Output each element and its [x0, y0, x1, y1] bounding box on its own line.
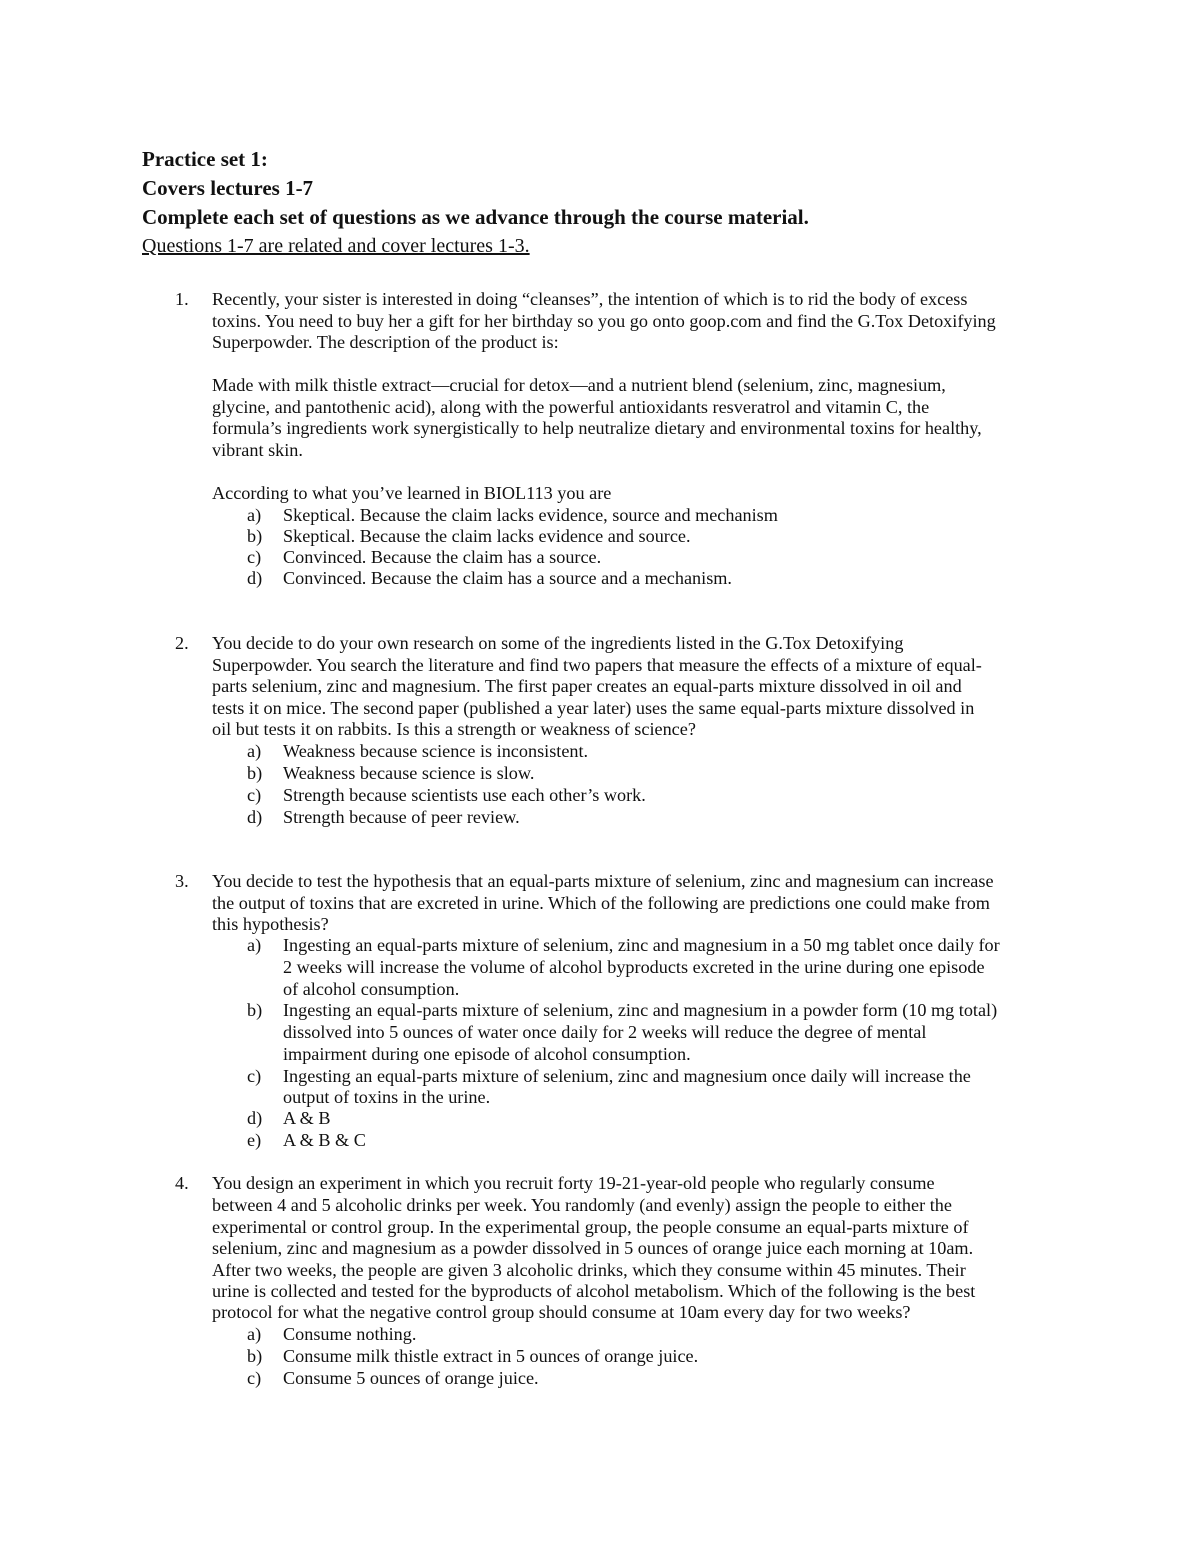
option-text: Ingesting an equal-parts mixture of selenium, zinc and magnesium once daily will increase the — [283, 1066, 971, 1086]
option-text: dissolved into 5 ounces of water once daily for 2 weeks will reduce the degree of mental — [283, 1022, 927, 1042]
option-letter: a) — [247, 741, 262, 761]
option-text: impairment during one episode of alcohol consumption. — [283, 1044, 691, 1064]
option-text: of alcohol consumption. — [283, 979, 460, 999]
option-letter: b) — [247, 763, 263, 783]
option-letter: c) — [247, 1066, 262, 1086]
option-text: Ingesting an equal-parts mixture of selenium, zinc and magnesium in a 50 mg tablet once daily for — [283, 935, 1000, 955]
question-text-line: You decide to test the hypothesis that an equal-parts mixture of selenium, zinc and magnesium can increase — [212, 871, 994, 891]
question-text-line: parts selenium, zinc and magnesium. The first paper creates an equal-parts mixture dissolved in oil and — [212, 676, 962, 696]
question-text-line: You design an experiment in which you recruit forty 19-21-year-old people who regularly consume — [212, 1173, 935, 1193]
option-letter: d) — [247, 568, 263, 588]
option-letter: a) — [247, 505, 262, 525]
option-text: Ingesting an equal-parts mixture of selenium, zinc and magnesium in a powder form (10 mg total) — [283, 1000, 998, 1020]
question-text-line: Superpowder. The description of the product is: — [212, 332, 559, 352]
option-letter: b) — [247, 1346, 263, 1366]
question-text-line: oil but tests it on rabbits. Is this a strength or weakness of science? — [212, 719, 696, 739]
product-description-line: Made with milk thistle extract—crucial for detox—and a nutrient blend (selenium, zinc, magnesium, — [212, 375, 946, 395]
covers-heading: Covers lectures 1-7 — [142, 176, 314, 200]
question-text-line: toxins. You need to buy her a gift for her birthday so you go onto goop.com and find the G.Tox Detoxifying — [212, 311, 996, 331]
question-text-line: Recently, your sister is interested in doing “cleanses”, the intention of which is to rid the body of excess — [212, 289, 968, 309]
question-text-line: the output of toxins that are excreted in urine. Which of the following are predictions one could make from — [212, 893, 990, 913]
option-letter: d) — [247, 1108, 263, 1128]
instruction-heading: Complete each set of questions as we advance through the course material. — [142, 205, 809, 229]
question-text-line: between 4 and 5 alcoholic drinks per week. You randomly (and evenly) assign the people to either the — [212, 1195, 952, 1215]
product-description-line: glycine, and pantothenic acid), along with the powerful antioxidants resveratrol and vitamin C, the — [212, 397, 930, 417]
question-text-line: protocol for what the negative control group should consume at 10am every day for two weeks? — [212, 1302, 911, 1322]
question-number: 1. — [175, 289, 189, 309]
option-letter: a) — [247, 1324, 262, 1344]
question-number: 4. — [175, 1173, 189, 1193]
question-text-line: selenium, zinc and magnesium as a powder dissolved in 5 ounces of orange juice each morning at 10am. — [212, 1238, 974, 1258]
option-text: Consume 5 ounces of orange juice. — [283, 1368, 539, 1388]
option-text: 2 weeks will increase the volume of alcohol byproducts excreted in the urine during one episode — [283, 957, 985, 977]
question-text-line: Superpowder. You search the literature and find two papers that measure the effects of a mixture of equal- — [212, 655, 982, 675]
question-text-line: urine is collected and tested for the byproducts of alcohol metabolism. Which of the following is the best — [212, 1281, 976, 1301]
option-text: Strength because scientists use each other’s work. — [283, 785, 646, 805]
option-text: Convinced. Because the claim has a source. — [283, 547, 602, 567]
option-text: Weakness because science is slow. — [283, 763, 535, 783]
option-text: Weakness because science is inconsistent. — [283, 741, 589, 761]
option-letter: b) — [247, 526, 263, 546]
question-text-line: experimental or control group. In the experimental group, the people consume an equal-parts mixture of — [212, 1217, 969, 1237]
page-title: Practice set 1: — [142, 147, 268, 171]
question-number: 2. — [175, 633, 189, 653]
option-text: Strength because of peer review. — [283, 807, 520, 827]
question-text-line: You decide to do your own research on some of the ingredients listed in the G.Tox Detoxifying — [212, 633, 904, 653]
option-text: output of toxins in the urine. — [283, 1087, 491, 1107]
option-text: Consume nothing. — [283, 1324, 417, 1344]
option-text: Skeptical. Because the claim lacks evidence, source and mechanism — [283, 505, 778, 525]
option-text: Convinced. Because the claim has a source and a mechanism. — [283, 568, 732, 588]
question-text-line: tests it on mice. The second paper (published a year later) uses the same equal-parts mixture dissolved in — [212, 698, 975, 718]
option-text: A & B & C — [283, 1130, 366, 1150]
option-text: Consume milk thistle extract in 5 ounces of orange juice. — [283, 1346, 699, 1366]
option-text: A & B — [283, 1108, 331, 1128]
option-letter: b) — [247, 1000, 263, 1020]
option-letter: d) — [247, 807, 263, 827]
question-prompt: According to what you’ve learned in BIOL113 you are — [212, 483, 612, 503]
question-number: 3. — [175, 871, 189, 891]
questions-note: Questions 1-7 are related and cover lectures 1-3. — [142, 235, 530, 257]
question-text-line: After two weeks, the people are given 3 alcoholic drinks, which they consume within 45 minutes. Their — [212, 1260, 966, 1280]
option-letter: a) — [247, 935, 262, 955]
option-letter: c) — [247, 785, 262, 805]
option-letter: c) — [247, 1368, 262, 1388]
option-letter: c) — [247, 547, 262, 567]
option-letter: e) — [247, 1130, 262, 1150]
product-description-line: formula’s ingredients work synergistically to help neutralize dietary and environmental toxins for healthy, — [212, 418, 982, 438]
option-text: Skeptical. Because the claim lacks evidence and source. — [283, 526, 691, 546]
question-text-line: this hypothesis? — [212, 914, 329, 934]
product-description-line: vibrant skin. — [212, 440, 303, 460]
